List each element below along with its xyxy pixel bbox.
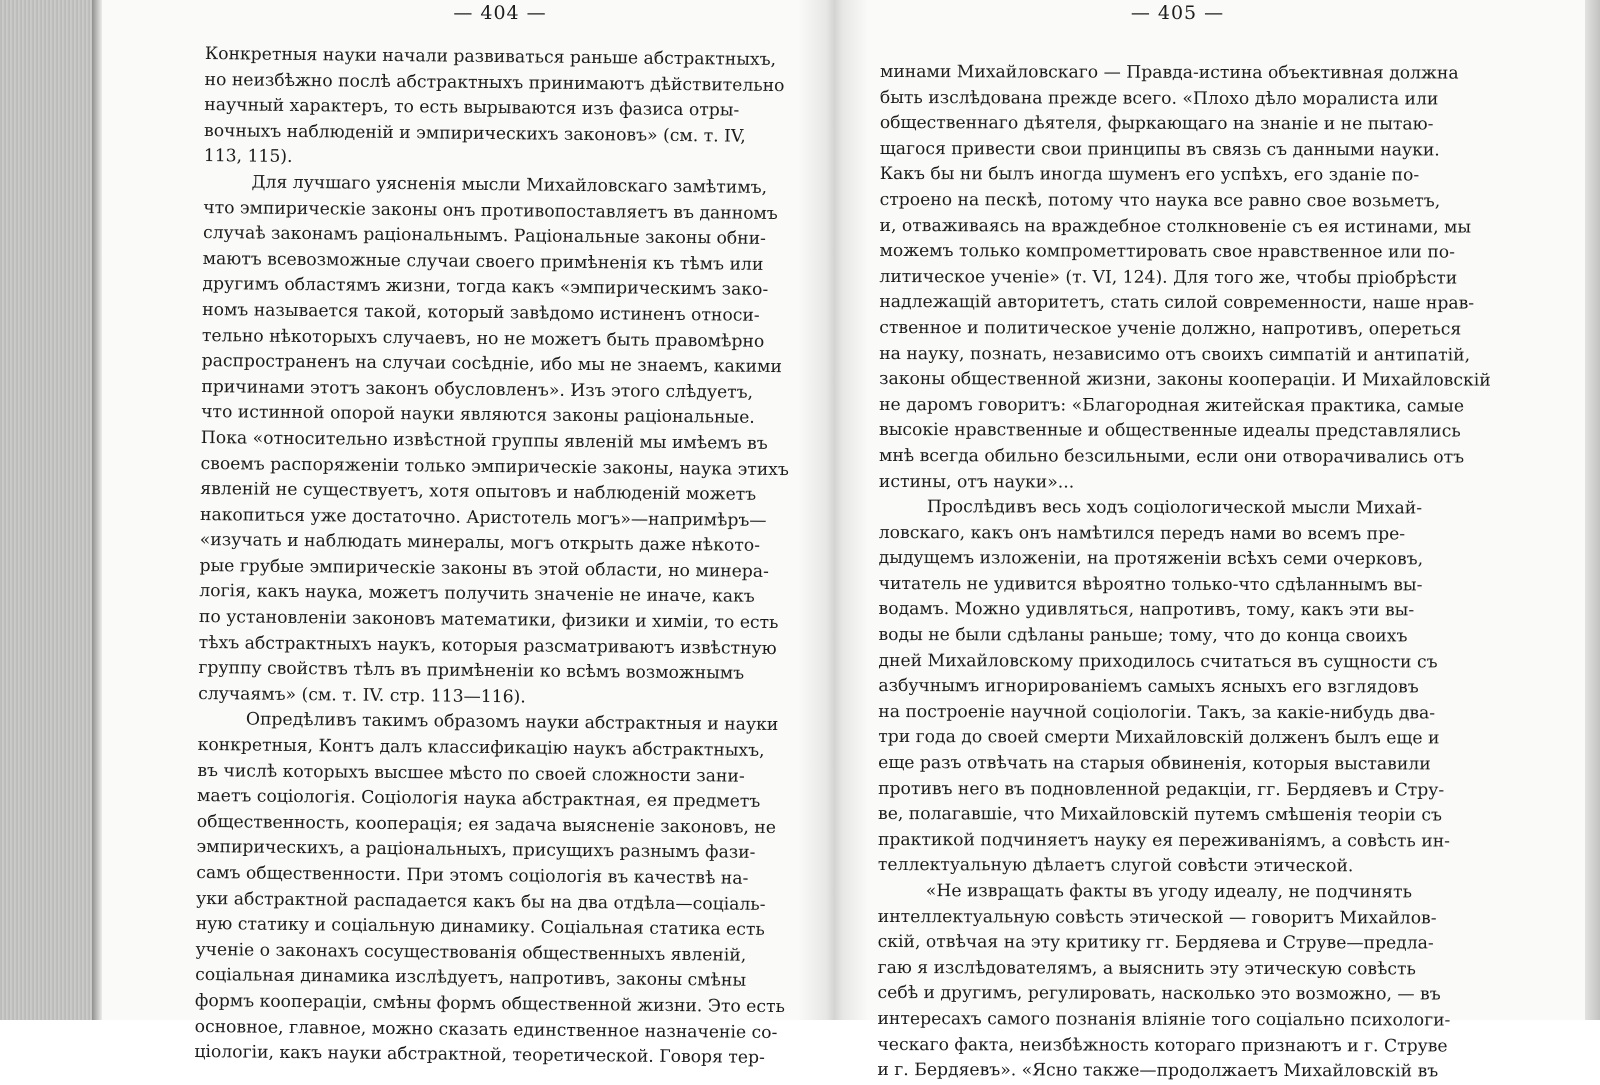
text-line: общественность, кооперація; ея задача выясненіе законовъ, не	[196, 811, 777, 838]
text-line: маютъ всевозможные случаи своего примѣненія къ тѣмъ или	[202, 248, 764, 275]
text-line: можемъ только компрометтировать свое нравственное или по-	[879, 241, 1456, 263]
text-line: своемъ распоряженіи только эмпирическіе законы, наука этихъ	[200, 453, 789, 480]
text-line: 113, 115).	[203, 146, 293, 168]
text-line: и г. Бердяевъ». «Ясно также—продолжаетъ Михайловскій въ	[877, 1060, 1439, 1082]
text-line: Для лучшаго уясненія мысли Михайловскаго замѣтимъ,	[251, 172, 768, 198]
text-line: и, отваживаясь на враждебное столкновеніе съ ея истинами, мы	[879, 215, 1472, 238]
text-line: на науку, познать, независимо отъ своихъ симпатій и антипатій,	[879, 343, 1471, 366]
text-line: основное, главное, можно сказать единственное назначеніе со-	[194, 1016, 778, 1043]
text-line: Конкретныя науки начали развиваться раньше абстрактныхъ,	[204, 43, 777, 70]
text-line: рые грубые эмпирическіе законы въ этой области, но минера-	[199, 555, 770, 582]
text-line: ческаго факта, неизбѣжность котораго признаютъ и г. Струве	[877, 1034, 1448, 1057]
text-line: причинами этотъ законъ обусловленъ». Изъ этого слѣдуетъ,	[201, 376, 754, 403]
text-line: ве, полагавшіе, что Михайловскій путемъ смѣшенія теоріи съ	[877, 804, 1442, 826]
text-line: щагося привести свои принципы въ связь съ данными науки.	[879, 138, 1440, 161]
text-line: группу свойствъ тѣлъ въ примѣненіи ко всѣмъ возможнымъ	[198, 658, 745, 684]
text-line: формъ коопераціи, смѣны формъ общественной жизни. Это есть	[194, 990, 785, 1018]
text-line: что эмпирическіе законы онъ противопоставляетъ въ данномъ	[203, 197, 778, 224]
text-line: интеллектуальную совѣсть этической — говоритъ Михайлов-	[877, 906, 1437, 929]
text-line: истины, отъ науки»...	[878, 471, 1075, 493]
text-line: конкретныя, Контъ далъ классификацію наукъ абстрактныхъ,	[197, 734, 765, 761]
page-edges-right	[1585, 0, 1600, 1020]
text-line: дыдущемъ изложеніи, на протяженіи всѣхъ семи очерковъ,	[878, 548, 1424, 570]
text-line: мнѣ всегда обильно безсильными, если они отворачивались отъ	[878, 445, 1465, 468]
text-line: Пока «относительно извѣстной группы явленій мы имѣемъ въ	[200, 427, 768, 454]
right-page-text	[877, 60, 1491, 1085]
text-line: ловскаго, какъ онъ намѣтился передъ нами во всемъ пре-	[878, 522, 1406, 545]
text-line: распространенъ на случаи сосѣдніе, ибо мы не знаемъ, какими	[201, 351, 782, 378]
text-line: высокіе нравственные и общественные идеалы представлялись	[879, 420, 1461, 442]
text-line: логія, какъ наука, можетъ получить значеніе не иначе, какъ	[199, 581, 755, 608]
text-line: Какъ бы ни былъ иногда шуменъ его успѣхъ, его зданіе по-	[879, 164, 1420, 186]
text-line: случаямъ» (см. т. IV. стр. 113—116).	[198, 683, 526, 708]
text-line: воды не были сдѣланы раньше; тому, что до конца своихъ	[878, 625, 1408, 647]
left-page-text	[194, 42, 795, 1072]
text-line: литическое ученіе» (т. VI, 124). Для того же, чтобы пріобрѣсти	[879, 266, 1458, 289]
text-line: вочныхъ наблюденій и эмпирическихъ законовъ» (см. т. IV,	[203, 120, 746, 147]
text-line: уки абстрактной распадается какъ бы на два отдѣла—соціаль-	[195, 888, 766, 915]
text-line: на построеніе научной соціологіи. Такъ, за какіе-нибудь два-	[878, 701, 1436, 724]
page-number-left: — 404 —	[453, 2, 547, 24]
text-line: интересахъ самого познанія вліяніе того соціально психологи-	[877, 1008, 1451, 1031]
text-line: ціологіи, какъ науки абстрактной, теоретической. Говоря тер-	[194, 1042, 765, 1069]
text-line: другимъ областямъ жизни, тогда какъ «эмпирическимъ зако-	[202, 274, 769, 301]
text-line: гаю я изслѣдователямъ, а выяснить эту этическую совѣсть	[877, 957, 1416, 980]
text-line: быть изслѣдована прежде всего. «Плохо дѣло моралиста или	[879, 87, 1439, 110]
text-line: Прослѣдивъ весь ходъ соціологической мысли Михай-	[926, 497, 1423, 519]
text-line: «изучать и наблюдать минералы, могъ открыть даже нѣкото-	[199, 530, 761, 557]
text-line: что истинной опорой науки являются законы раціональные.	[201, 402, 755, 429]
text-line: въ числѣ которыхъ высшее мѣсто по своей сложности зани-	[197, 760, 745, 787]
text-line: теллектуальную дѣлаетъ слугой совѣсти этической.	[877, 855, 1354, 877]
text-line: по установленіи законовъ математики, физики и химіи, то есть	[198, 607, 779, 634]
text-line: самъ общественности. При этомъ соціологія въ качествѣ на-	[196, 862, 749, 889]
text-line: ственное и политическое ученіе должно, напротивъ, опереться	[879, 317, 1462, 340]
text-line: надлежащій авторитетъ, стать силой современности, наше нрав-	[879, 292, 1475, 314]
text-line: тельно нѣкоторыхъ случаевъ, но не можетъ быть правомѣрно	[201, 325, 765, 352]
text-line: общественнаго дѣятеля, фыркающаго на знаніе и не пытаю-	[879, 113, 1434, 135]
text-line: дней Михайловскому приходилось считаться въ сущности съ	[878, 650, 1438, 673]
page-edge-shadow	[92, 0, 102, 1020]
text-line: явленій не существуетъ, хотя опытовъ и наблюденій можетъ	[200, 479, 757, 505]
text-line: ученіе о законахъ сосуществованія общественныхъ явленій,	[195, 939, 747, 966]
text-line: соціальная динамика изслѣдуетъ, напротивъ, законы смѣны	[195, 965, 747, 992]
text-line: себѣ и другимъ, регулировать, насколько это возможно, — въ	[877, 983, 1441, 1005]
text-line: Опредѣливъ такимъ образомъ науки абстрактныя и науки	[245, 709, 779, 736]
text-line: номъ называется такой, который завѣдомо истиненъ относи-	[202, 299, 760, 326]
page-number-right: — 405 —	[1130, 2, 1225, 24]
text-line: но неизбѣжно послѣ абстрактныхъ принимаютъ дѣйствительно	[204, 69, 785, 96]
text-line: противъ него въ подновленной редакціи, гг. Бердяевъ и Стру-	[878, 778, 1445, 801]
text-line: минами Михайловскаго — Правда-истина объективная должна	[879, 61, 1459, 84]
text-line: практикой подчиняетъ науку ея переживаніямъ, а совѣсть ин-	[877, 829, 1451, 852]
text-line: «Не извращать факты въ угоду идеалу, не подчинять	[925, 881, 1412, 903]
text-line: научный характеръ, то есть вырываются изъ фазиса отры-	[204, 95, 740, 121]
text-line: три года до своей смерти Михайловскій долженъ былъ еще и	[878, 727, 1440, 749]
page-edges-left	[0, 0, 92, 1020]
text-line: строено на пескѣ, потому что наука все равно свое возьметъ,	[879, 189, 1441, 212]
text-line: законы общественной жизни, законы коопераціи. И Михайловскій	[879, 369, 1491, 391]
book-gutter	[798, 0, 868, 1020]
text-line: случаѣ законамъ раціональнымъ. Раціональные законы обни-	[202, 223, 767, 250]
text-line: еще разъ отвѣчать на старыя обвиненія, которыя выставили	[878, 753, 1431, 775]
text-line: читатель не удивится вѣроятно только-что сдѣланнымъ вы-	[878, 573, 1423, 596]
text-line: не даромъ говоритъ: «Благородная житейская практика, самые	[879, 394, 1465, 417]
text-line: тѣхъ абстрактныхъ наукъ, которыя разсматриваютъ извѣстную	[198, 632, 777, 659]
text-line: водамъ. Можно удивляться, напротивъ, тому, какъ эти вы-	[878, 599, 1415, 621]
text-line: эмпирическихъ, а раціональныхъ, присущихъ разнымъ фази-	[196, 837, 756, 864]
text-line: накопиться уже достаточно. Аристотель могъ»—напримѣръ—	[199, 504, 767, 531]
text-line: ную статику и соціальную динамику. Соціальная статика есть	[195, 914, 765, 941]
text-line: маетъ соціологія. Соціологія наука абстрактная, ея предметъ	[196, 786, 761, 813]
text-line: азбучнымъ игнорированіемъ самыхъ ясныхъ его взглядовъ	[878, 676, 1419, 698]
text-line: скій, отвѣчая на эту критику гг. Бердяева и Струве—предла-	[877, 932, 1434, 954]
